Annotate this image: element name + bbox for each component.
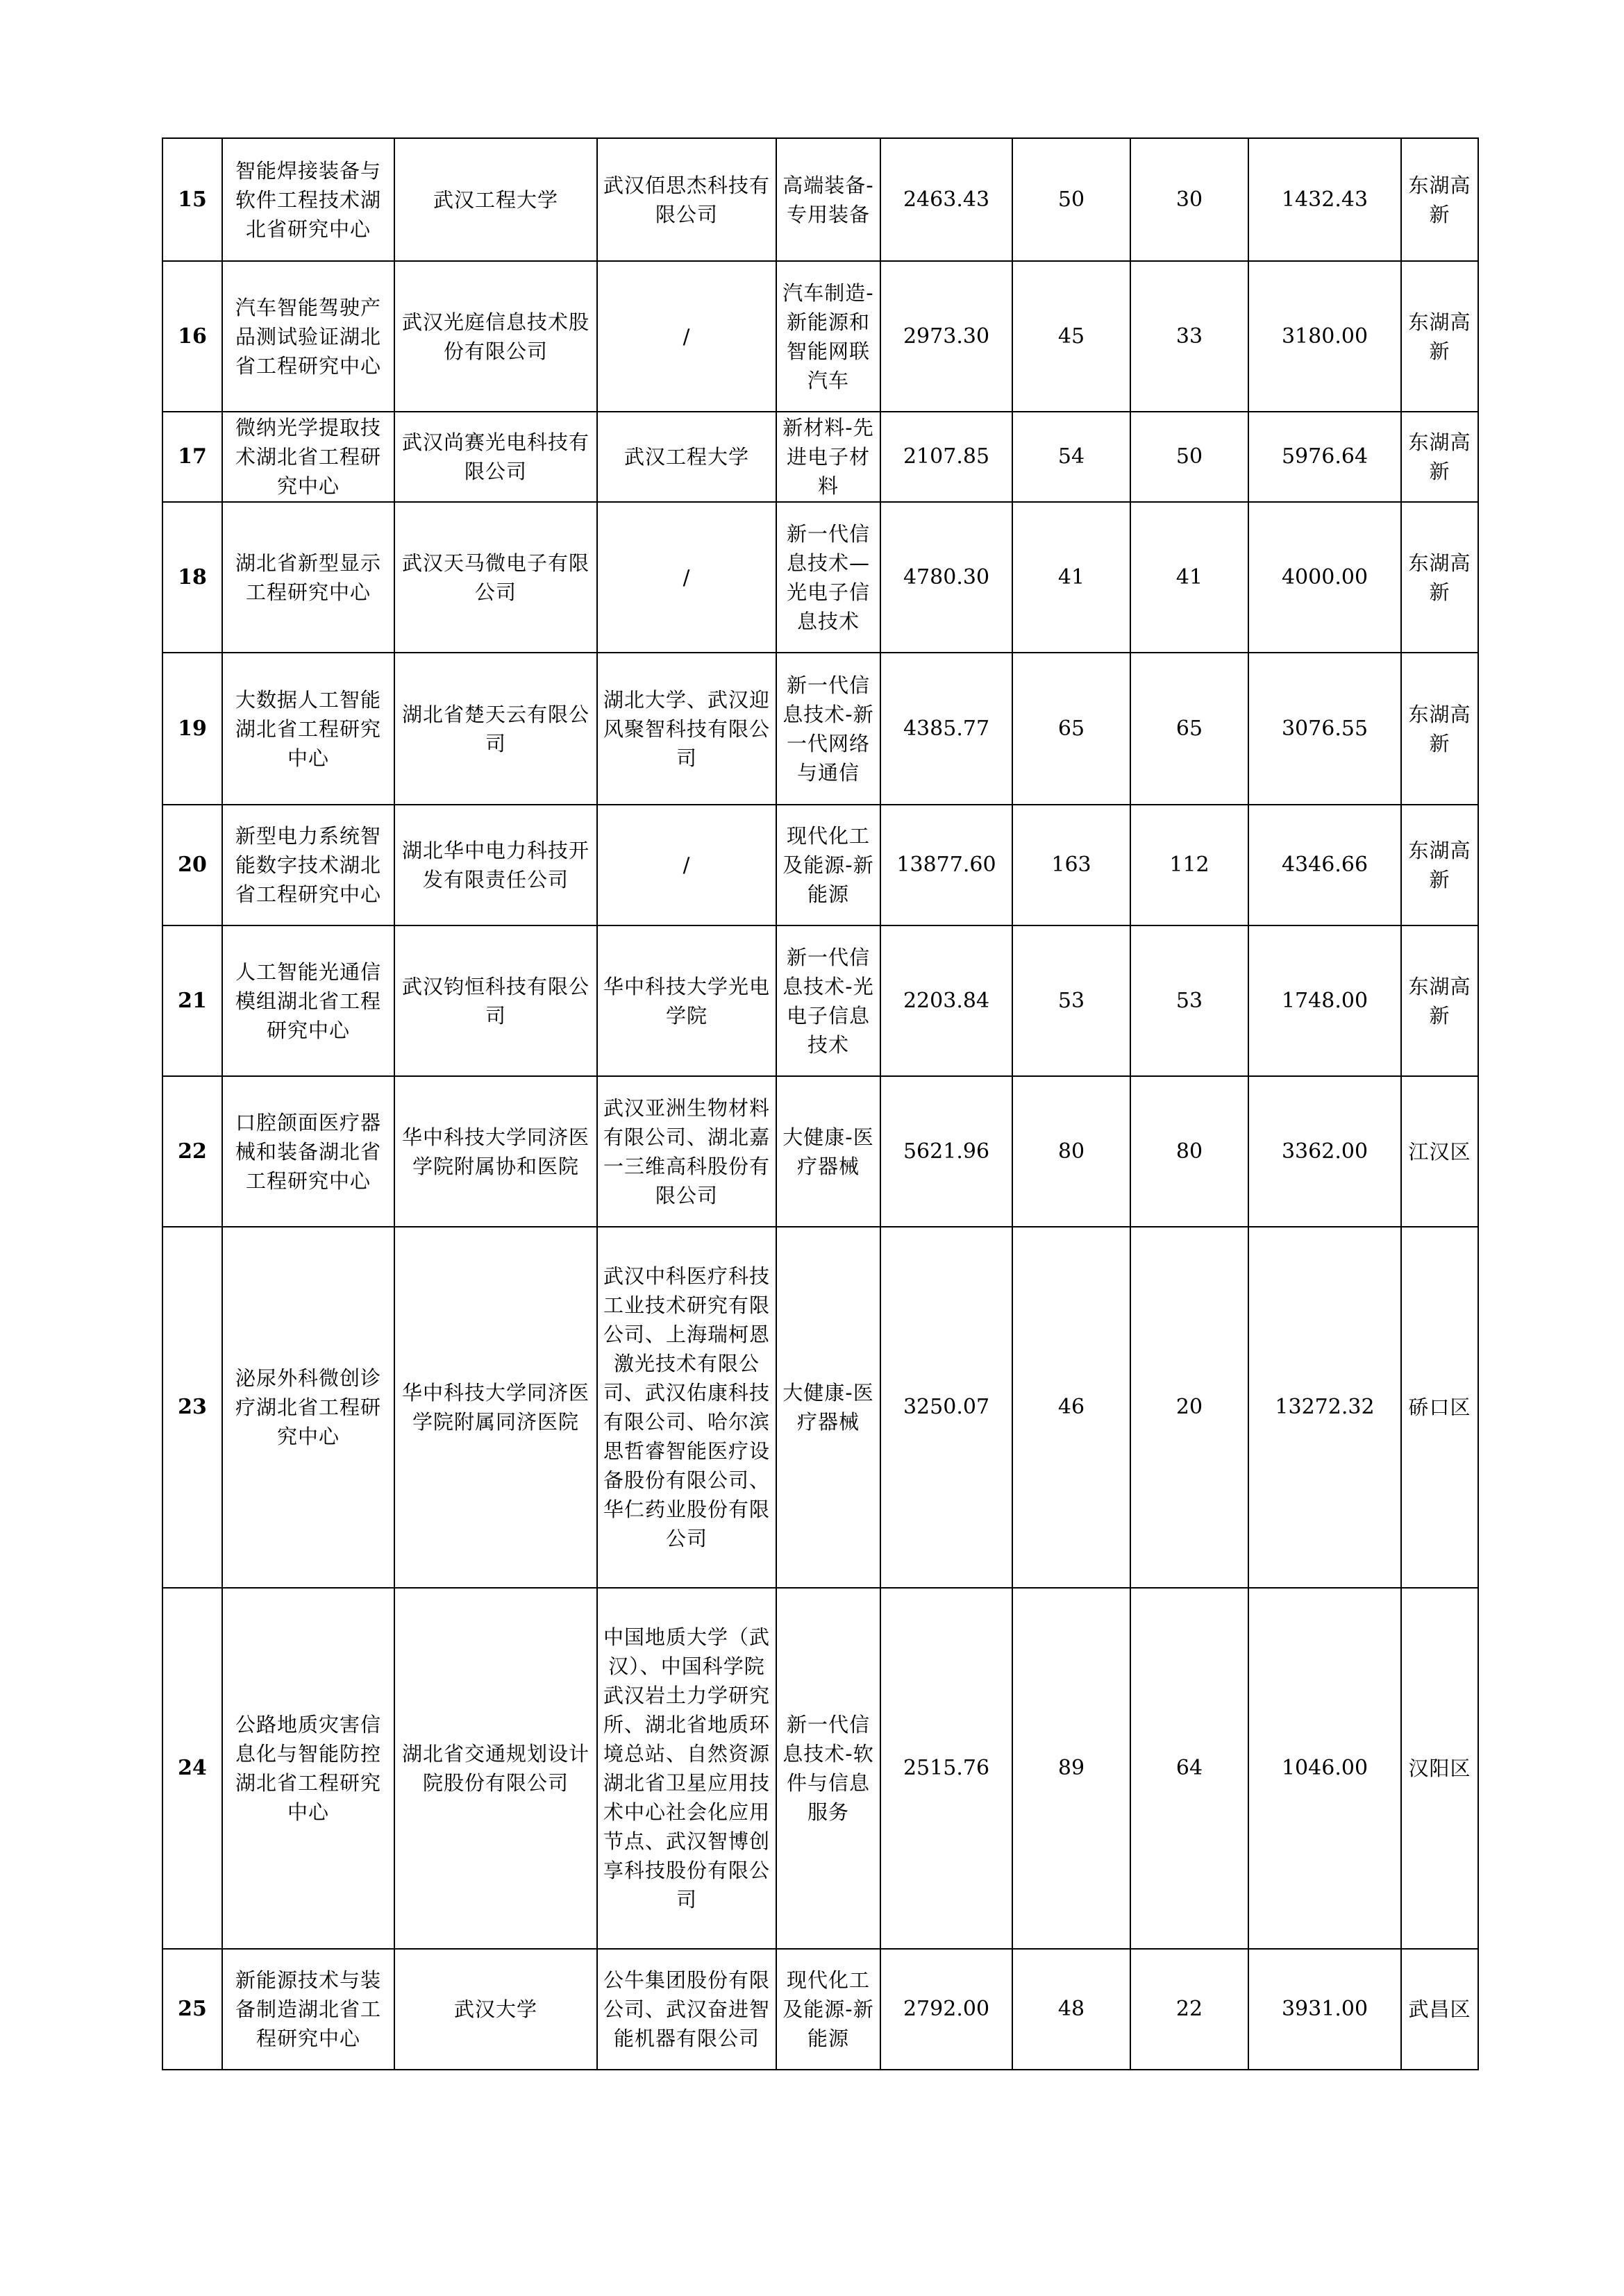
cell-researchers: 112 [1130, 805, 1248, 925]
cell-partner-units: 公牛集团股份有限公司、武汉奋进智能机器有限公司 [597, 1949, 776, 2070]
cell-researchers: 20 [1130, 1227, 1248, 1588]
cell-staff: 65 [1012, 653, 1130, 805]
cell-researchers: 65 [1130, 653, 1248, 805]
cell-district: 东湖高新 [1401, 502, 1478, 653]
cell-investment: 2973.30 [880, 261, 1012, 412]
cell-no: 19 [162, 653, 222, 805]
cell-partner-units: / [597, 261, 776, 412]
cell-equipment: 3362.00 [1248, 1076, 1401, 1227]
table-row [162, 412, 1478, 502]
cell-researchers: 53 [1130, 925, 1248, 1076]
cell-field: 现代化工及能源-新能源 [776, 805, 880, 925]
cell-field: 大健康-医疗器械 [776, 1227, 880, 1588]
cell-district: 东湖高新 [1401, 138, 1478, 261]
table-row [162, 805, 1478, 925]
cell-lead-unit: 武汉大学 [394, 1949, 597, 2070]
cell-field: 新材料-先进电子材料 [776, 412, 880, 502]
cell-district: 武昌区 [1401, 1949, 1478, 2070]
cell-staff: 163 [1012, 805, 1130, 925]
cell-lead-unit: 武汉钧恒科技有限公司 [394, 925, 597, 1076]
cell-staff: 54 [1012, 412, 1130, 502]
cell-center-name: 新型电力系统智能数字技术湖北省工程研究中心 [222, 805, 394, 925]
cell-staff: 45 [1012, 261, 1130, 412]
cell-lead-unit: 华中科技大学同济医学院附属同济医院 [394, 1227, 597, 1588]
cell-investment: 3250.07 [880, 1227, 1012, 1588]
cell-field: 汽车制造-新能源和智能网联汽车 [776, 261, 880, 412]
cell-equipment: 13272.32 [1248, 1227, 1401, 1588]
cell-investment: 4385.77 [880, 653, 1012, 805]
cell-partner-units: / [597, 805, 776, 925]
cell-researchers: 41 [1130, 502, 1248, 653]
cell-partner-units: / [597, 502, 776, 653]
cell-center-name: 汽车智能驾驶产品测试验证湖北省工程研究中心 [222, 261, 394, 412]
cell-no: 15 [162, 138, 222, 261]
cell-partner-units: 武汉中科医疗科技工业技术研究有限公司、上海瑞柯恩激光技术有限公司、武汉佑康科技有限公司、哈尔滨思哲睿智能医疗设备股份有限公司、华仁药业股份有限公司 [597, 1227, 776, 1588]
cell-staff: 53 [1012, 925, 1130, 1076]
cell-equipment: 3931.00 [1248, 1949, 1401, 2070]
cell-researchers: 64 [1130, 1588, 1248, 1949]
cell-district: 东湖高新 [1401, 261, 1478, 412]
cell-field: 现代化工及能源-新能源 [776, 1949, 880, 2070]
cell-district: 东湖高新 [1401, 412, 1478, 502]
cell-investment: 4780.30 [880, 502, 1012, 653]
cell-no: 16 [162, 261, 222, 412]
cell-staff: 46 [1012, 1227, 1130, 1588]
cell-center-name: 口腔颌面医疗器械和装备湖北省工程研究中心 [222, 1076, 394, 1227]
cell-equipment: 4000.00 [1248, 502, 1401, 653]
cell-partner-units: 武汉工程大学 [597, 412, 776, 502]
cell-equipment: 1046.00 [1248, 1588, 1401, 1949]
cell-center-name: 公路地质灾害信息化与智能防控湖北省工程研究中心 [222, 1588, 394, 1949]
cell-equipment: 3076.55 [1248, 653, 1401, 805]
cell-district: 硚口区 [1401, 1227, 1478, 1588]
cell-researchers: 30 [1130, 138, 1248, 261]
cell-staff: 48 [1012, 1949, 1130, 2070]
cell-investment: 2515.76 [880, 1588, 1012, 1949]
cell-district: 汉阳区 [1401, 1588, 1478, 1949]
cell-district: 东湖高新 [1401, 925, 1478, 1076]
cell-investment: 2203.84 [880, 925, 1012, 1076]
cell-lead-unit: 湖北华中电力科技开发有限责任公司 [394, 805, 597, 925]
cell-lead-unit: 华中科技大学同济医学院附属协和医院 [394, 1076, 597, 1227]
table-row [162, 502, 1478, 653]
cell-field: 高端装备-专用装备 [776, 138, 880, 261]
cell-lead-unit: 武汉天马微电子有限公司 [394, 502, 597, 653]
cell-equipment: 1432.43 [1248, 138, 1401, 261]
cell-staff: 80 [1012, 1076, 1130, 1227]
cell-no: 20 [162, 805, 222, 925]
cell-field: 新一代信息技术-光电子信息技术 [776, 925, 880, 1076]
cell-center-name: 新能源技术与装备制造湖北省工程研究中心 [222, 1949, 394, 2070]
cell-lead-unit: 武汉工程大学 [394, 138, 597, 261]
cell-staff: 89 [1012, 1588, 1130, 1949]
cell-center-name: 人工智能光通信模组湖北省工程研究中心 [222, 925, 394, 1076]
cell-lead-unit: 湖北省交通规划设计院股份有限公司 [394, 1588, 597, 1949]
cell-partner-units: 湖北大学、武汉迎风聚智科技有限公司 [597, 653, 776, 805]
cell-district: 东湖高新 [1401, 653, 1478, 805]
cell-no: 17 [162, 412, 222, 502]
cell-investment: 13877.60 [880, 805, 1012, 925]
cell-equipment: 4346.66 [1248, 805, 1401, 925]
table-row [162, 1227, 1478, 1588]
cell-investment: 2463.43 [880, 138, 1012, 261]
table-row [162, 653, 1478, 805]
cell-no: 22 [162, 1076, 222, 1227]
cell-no: 24 [162, 1588, 222, 1949]
cell-no: 18 [162, 502, 222, 653]
cell-partner-units: 武汉亚洲生物材料有限公司、湖北嘉一三维高科股份有限公司 [597, 1076, 776, 1227]
cell-partner-units: 武汉佰思杰科技有限公司 [597, 138, 776, 261]
cell-field: 新一代信息技术—光电子信息技术 [776, 502, 880, 653]
cell-center-name: 大数据人工智能湖北省工程研究中心 [222, 653, 394, 805]
table-row [162, 261, 1478, 412]
cell-investment: 2107.85 [880, 412, 1012, 502]
cell-researchers: 80 [1130, 1076, 1248, 1227]
cell-field: 新一代信息技术-软件与信息服务 [776, 1588, 880, 1949]
cell-district: 江汉区 [1401, 1076, 1478, 1227]
cell-no: 21 [162, 925, 222, 1076]
cell-center-name: 智能焊接装备与软件工程技术湖北省研究中心 [222, 138, 394, 261]
cell-investment: 5621.96 [880, 1076, 1012, 1227]
cell-researchers: 33 [1130, 261, 1248, 412]
cell-field: 大健康-医疗器械 [776, 1076, 880, 1227]
cell-staff: 50 [1012, 138, 1130, 261]
cell-partner-units: 中国地质大学（武汉）、中国科学院武汉岩土力学研究所、湖北省地质环境总站、自然资源湖北省卫星应用技术中心社会化应用节点、武汉智博创享科技股份有限公司 [597, 1588, 776, 1949]
table-row [162, 1949, 1478, 2070]
cell-no: 25 [162, 1949, 222, 2070]
cell-center-name: 微纳光学提取技术湖北省工程研究中心 [222, 412, 394, 502]
cell-center-name: 湖北省新型显示工程研究中心 [222, 502, 394, 653]
cell-district: 东湖高新 [1401, 805, 1478, 925]
cell-lead-unit: 武汉光庭信息技术股份有限公司 [394, 261, 597, 412]
table-row [162, 925, 1478, 1076]
cell-field: 新一代信息技术-新一代网络与通信 [776, 653, 880, 805]
cell-equipment: 5976.64 [1248, 412, 1401, 502]
cell-researchers: 22 [1130, 1949, 1248, 2070]
cell-lead-unit: 湖北省楚天云有限公司 [394, 653, 597, 805]
engineering-centers-table [162, 137, 1479, 2070]
cell-center-name: 泌尿外科微创诊疗湖北省工程研究中心 [222, 1227, 394, 1588]
cell-partner-units: 华中科技大学光电学院 [597, 925, 776, 1076]
cell-investment: 2792.00 [880, 1949, 1012, 2070]
cell-equipment: 3180.00 [1248, 261, 1401, 412]
cell-no: 23 [162, 1227, 222, 1588]
table-row [162, 1588, 1478, 1949]
cell-staff: 41 [1012, 502, 1130, 653]
cell-equipment: 1748.00 [1248, 925, 1401, 1076]
table-row [162, 138, 1478, 261]
cell-lead-unit: 武汉尚赛光电科技有限公司 [394, 412, 597, 502]
table-row [162, 1076, 1478, 1227]
cell-researchers: 50 [1130, 412, 1248, 502]
